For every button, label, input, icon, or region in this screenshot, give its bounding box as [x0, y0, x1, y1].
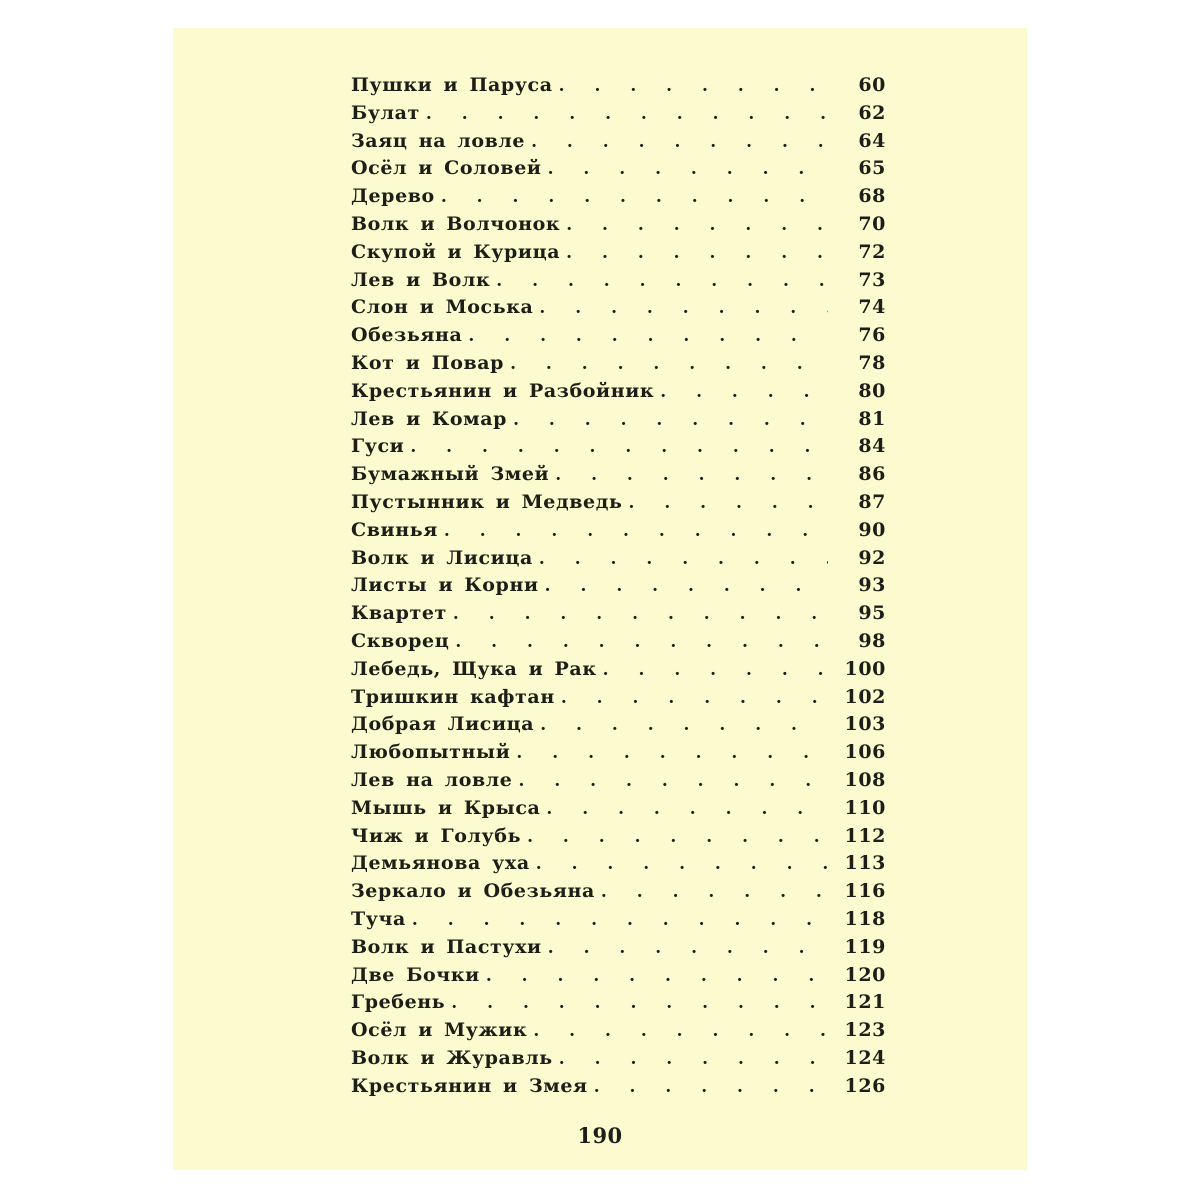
toc-entry — [351, 906, 886, 934]
toc-entry — [351, 850, 886, 878]
dot-leader — [566, 212, 828, 240]
toc-entry-page: 120 — [844, 963, 886, 986]
toc-entry-title: Любопытный — [351, 741, 511, 764]
toc-entry-page: 72 — [858, 240, 886, 263]
dot-leader — [468, 323, 828, 351]
toc-entry-title: Осёл и Мужик — [351, 1019, 528, 1042]
toc-entry — [351, 656, 886, 684]
toc-entry — [351, 767, 886, 795]
dot-leader — [601, 879, 828, 907]
toc-entry-title: Скупой и Курица — [351, 240, 561, 263]
toc-entry-page: 70 — [858, 212, 886, 235]
toc-entry-page: 64 — [858, 129, 886, 152]
toc-entry-page: 92 — [858, 546, 886, 569]
toc-entry-page: 102 — [844, 685, 886, 708]
toc-entry-page: 76 — [858, 324, 886, 347]
dot-leader — [603, 657, 828, 685]
toc-entry-title: Бумажный Змей — [351, 463, 550, 486]
toc-entry-title: Слон и Моська — [351, 296, 534, 319]
toc-entry-page: 98 — [858, 629, 886, 652]
toc-entry-title: Лев и Комар — [351, 407, 508, 430]
toc-entry-title: Булат — [351, 101, 420, 124]
toc-entry — [351, 489, 886, 517]
toc-entry-title: Волк и Волчонок — [351, 212, 561, 235]
toc-entry — [351, 823, 886, 851]
toc-entry-title: Волк и Журавль — [351, 1046, 553, 1069]
dot-leader — [426, 101, 828, 129]
dot-leader — [539, 546, 828, 574]
toc-entry-title: Волк и Лисица — [351, 546, 533, 569]
toc-entry — [351, 378, 886, 406]
toc-entry-page: 93 — [858, 574, 886, 597]
dot-leader — [412, 907, 828, 935]
toc-entry-title: Квартет — [351, 602, 447, 625]
toc-entry-page: 73 — [858, 268, 886, 291]
toc-entry-page: 106 — [844, 741, 886, 764]
toc-entry — [351, 878, 886, 906]
toc-entry-page: 60 — [858, 74, 886, 96]
toc-entry — [351, 155, 886, 183]
toc-entry — [351, 934, 886, 962]
dot-leader — [548, 935, 828, 963]
dot-leader — [555, 462, 828, 490]
toc-entry — [351, 406, 886, 434]
dot-leader — [559, 1046, 828, 1074]
toc-entry-title: Пушки и Паруса — [351, 74, 553, 96]
toc-entry-page: 95 — [858, 602, 886, 625]
toc-entry — [351, 1017, 886, 1045]
dot-leader — [546, 796, 828, 824]
toc-entry-title: Крестьянин и Змея — [351, 1074, 588, 1097]
dot-leader — [566, 240, 828, 268]
toc-entry-title: Пустынник и Медведь — [351, 490, 623, 513]
toc-entry-page: 68 — [858, 185, 886, 208]
toc-entry — [351, 322, 886, 350]
dot-leader — [594, 1074, 828, 1102]
toc-entry — [351, 600, 886, 628]
page-number: 190 — [577, 1123, 623, 1148]
toc-entry-title: Обезьяна — [351, 324, 463, 347]
dot-leader — [444, 518, 828, 546]
toc-entry-title: Мышь и Крыса — [351, 796, 541, 819]
toc-entry — [351, 517, 886, 545]
toc-entry-title: Кот и Повар — [351, 351, 505, 374]
toc-entry-page: 118 — [844, 907, 886, 930]
dot-leader — [410, 434, 828, 462]
toc-entry-title: Лебедь, Щука и Рак — [351, 657, 597, 680]
dot-leader — [545, 573, 828, 601]
dot-leader — [519, 768, 829, 796]
toc-entry — [351, 350, 886, 378]
dot-leader — [496, 268, 828, 296]
toc-entry-title: Лев и Волк — [351, 268, 491, 291]
toc-entry — [351, 1073, 886, 1101]
toc-entry-page: 65 — [858, 157, 886, 180]
toc-entry-page: 90 — [858, 518, 886, 541]
toc-entry-title: Свинья — [351, 518, 438, 541]
toc-entry-page: 100 — [844, 657, 886, 680]
toc-entry — [351, 128, 886, 156]
toc-entry — [351, 294, 886, 322]
toc-entry — [351, 795, 886, 823]
toc-entry — [351, 739, 886, 767]
dot-leader — [513, 407, 828, 435]
toc-entry — [351, 1045, 886, 1073]
toc-entry-page: 62 — [858, 101, 886, 124]
dot-leader — [536, 851, 828, 879]
toc-entry-page: 86 — [858, 463, 886, 486]
toc-entry-title: Листы и Корни — [351, 574, 539, 597]
toc-entry-title: Дерево — [351, 185, 435, 208]
book-page — [173, 28, 1027, 1170]
toc-entry-page: 78 — [858, 351, 886, 374]
dot-leader — [628, 490, 828, 518]
toc-entry-title: Волк и Пастухи — [351, 935, 542, 958]
toc-entry-page: 126 — [844, 1074, 886, 1097]
toc-entry-title: Демьянова уха — [351, 852, 530, 875]
toc-entry — [351, 461, 886, 489]
toc-entry-page: 74 — [858, 296, 886, 319]
dot-leader — [559, 73, 828, 101]
dot-leader — [660, 379, 828, 407]
toc-entry — [351, 545, 886, 573]
toc-entry-title: Осёл и Соловей — [351, 157, 542, 180]
toc-entry — [351, 72, 886, 100]
toc-entry-page: 80 — [858, 379, 886, 402]
toc-entry-page: 112 — [844, 824, 886, 847]
dot-leader — [540, 712, 828, 740]
toc-entry-title: Заяц на ловле — [351, 129, 526, 152]
toc-entry-title: Скворец — [351, 629, 450, 652]
toc-entry-title: Крестьянин и Разбойник — [351, 379, 655, 402]
toc-entry-title: Добрая Лисица — [351, 713, 535, 736]
toc-entry-title: Две Бочки — [351, 963, 480, 986]
toc-entry-page: 81 — [858, 407, 886, 430]
dot-leader — [516, 740, 828, 768]
toc-entry-title: Тришкин кафтан — [351, 685, 555, 708]
dot-leader — [531, 129, 828, 157]
toc-entry — [351, 433, 886, 461]
dot-leader — [548, 156, 828, 184]
dot-leader — [539, 295, 828, 323]
dot-leader — [561, 685, 828, 713]
toc-entry-title: Гребень — [351, 991, 446, 1014]
toc-entry — [351, 239, 886, 267]
toc-entry — [351, 684, 886, 712]
toc-entry-page: 116 — [844, 880, 886, 903]
toc-entry-title: Лев на ловле — [351, 768, 513, 791]
toc-entry-title: Гуси — [351, 435, 405, 458]
table-of-contents — [351, 72, 886, 1100]
dot-leader — [455, 629, 828, 657]
dot-leader — [451, 990, 828, 1018]
toc-entry — [351, 211, 886, 239]
dot-leader — [533, 1018, 828, 1046]
toc-entry-page: 121 — [844, 991, 886, 1014]
toc-entry-page: 123 — [844, 1019, 886, 1042]
toc-entry — [351, 183, 886, 211]
toc-entry-title: Зеркало и Обезьяна — [351, 880, 595, 903]
toc-entry-page: 84 — [858, 435, 886, 458]
toc-entry-page: 124 — [844, 1046, 886, 1069]
toc-entry — [351, 989, 886, 1017]
toc-entry-page: 110 — [844, 796, 886, 819]
toc-entry — [351, 628, 886, 656]
dot-leader — [486, 963, 828, 991]
toc-entry-page: 113 — [844, 852, 886, 875]
toc-entry-page: 103 — [844, 713, 886, 736]
toc-entry — [351, 962, 886, 990]
toc-entry — [351, 711, 886, 739]
toc-entry-page: 119 — [844, 935, 886, 958]
toc-entry — [351, 267, 886, 295]
dot-leader — [441, 184, 828, 212]
toc-entry-page: 87 — [858, 490, 886, 513]
toc-entry-title: Туча — [351, 907, 406, 930]
toc-entry-title: Чиж и Голубь — [351, 824, 522, 847]
toc-entry — [351, 572, 886, 600]
dot-leader — [510, 351, 828, 379]
toc-entry-page: 108 — [844, 768, 886, 791]
dot-leader — [453, 601, 828, 629]
dot-leader — [527, 824, 828, 852]
toc-entry — [351, 100, 886, 128]
